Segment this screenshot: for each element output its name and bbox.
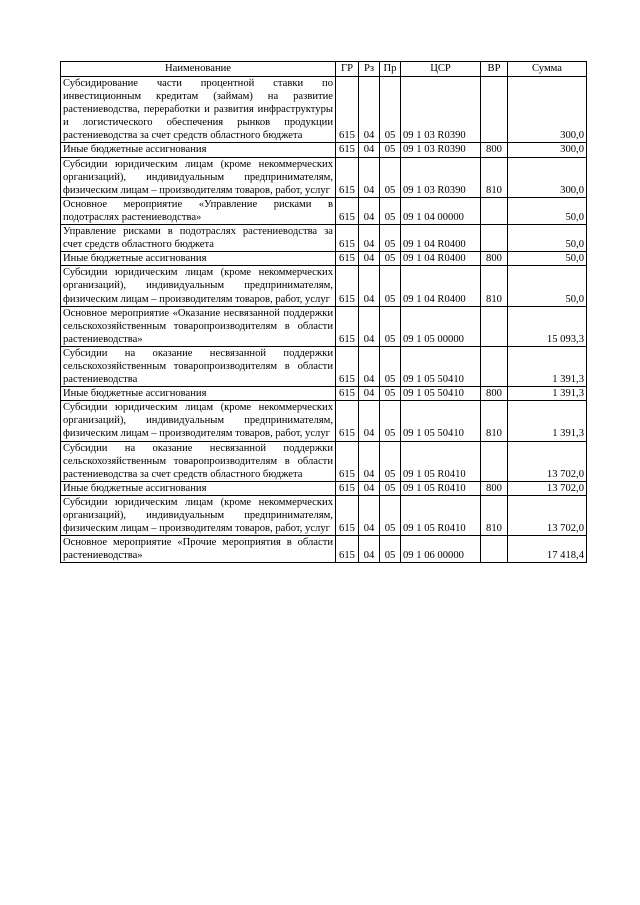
row-gr: 615 [336, 481, 359, 495]
row-pr: 05 [380, 252, 401, 266]
row-sum: 50,0 [508, 197, 587, 224]
header-sum: Сумма [508, 62, 587, 77]
row-csr: 09 1 05 00000 [401, 306, 481, 346]
row-sum: 17 418,4 [508, 536, 587, 563]
header-gr: ГР [336, 62, 359, 77]
table-row [61, 346, 587, 386]
table-row [61, 387, 587, 401]
row-name: Иные бюджетные ассигнования [61, 387, 336, 401]
row-vr [481, 77, 508, 143]
row-vr [481, 197, 508, 224]
row-gr: 615 [336, 441, 359, 481]
row-pr: 05 [380, 481, 401, 495]
row-sum: 50,0 [508, 266, 587, 306]
row-rz: 04 [359, 441, 380, 481]
row-name: Основное мероприятие «Прочие мероприятия в области растениеводства» [61, 536, 336, 563]
row-rz: 04 [359, 387, 380, 401]
row-gr: 615 [336, 252, 359, 266]
row-rz: 04 [359, 225, 380, 252]
budget-table [60, 61, 587, 563]
row-gr: 615 [336, 306, 359, 346]
row-vr: 810 [481, 157, 508, 197]
row-vr [481, 346, 508, 386]
row-vr: 800 [481, 481, 508, 495]
header-rz: Рз [359, 62, 380, 77]
row-name: Иные бюджетные ассигнования [61, 481, 336, 495]
row-rz: 04 [359, 157, 380, 197]
row-sum: 13 702,0 [508, 441, 587, 481]
row-name: Иные бюджетные ассигнования [61, 143, 336, 157]
row-vr [481, 306, 508, 346]
row-vr [481, 441, 508, 481]
row-sum: 13 702,0 [508, 495, 587, 535]
row-csr: 09 1 03 R0390 [401, 77, 481, 143]
row-vr: 800 [481, 252, 508, 266]
row-rz: 04 [359, 143, 380, 157]
row-rz: 04 [359, 346, 380, 386]
row-gr: 615 [336, 266, 359, 306]
row-gr: 615 [336, 346, 359, 386]
header-pr: Пр [380, 62, 401, 77]
row-name: Основное мероприятие «Оказание несвязанной поддержки сельскохозяйственным товаропроизводителям в области растениеводства» [61, 306, 336, 346]
row-pr: 05 [380, 401, 401, 441]
row-csr: 09 1 03 R0390 [401, 157, 481, 197]
table-row [61, 481, 587, 495]
row-name: Основное мероприятие «Управление рисками в подотраслях растениеводства» [61, 197, 336, 224]
row-pr: 05 [380, 346, 401, 386]
row-pr: 05 [380, 536, 401, 563]
row-sum: 300,0 [508, 77, 587, 143]
row-sum: 50,0 [508, 225, 587, 252]
row-vr: 800 [481, 143, 508, 157]
table-row [61, 77, 587, 143]
table-row [61, 252, 587, 266]
row-csr: 09 1 05 R0410 [401, 495, 481, 535]
row-vr: 810 [481, 266, 508, 306]
row-pr: 05 [380, 157, 401, 197]
row-pr: 05 [380, 306, 401, 346]
table-row [61, 536, 587, 563]
row-pr: 05 [380, 387, 401, 401]
row-pr: 05 [380, 197, 401, 224]
row-sum: 15 093,3 [508, 306, 587, 346]
row-pr: 05 [380, 143, 401, 157]
row-rz: 04 [359, 306, 380, 346]
row-name: Управление рисками в подотраслях растениеводства за счет средств областного бюджета [61, 225, 336, 252]
header-row [61, 62, 587, 77]
row-gr: 615 [336, 495, 359, 535]
row-vr: 810 [481, 401, 508, 441]
row-name: Субсидии на оказание несвязанной поддержки сельскохозяйственным товаропроизводителям в области растениеводства за счет средств областного бюджета [61, 441, 336, 481]
row-sum: 1 391,3 [508, 401, 587, 441]
row-vr: 810 [481, 495, 508, 535]
row-name: Субсидии юридическим лицам (кроме некоммерческих организаций), индивидуальным предпринимателям, физическим лицам – производителям товаров, работ, услуг [61, 495, 336, 535]
header-csr: ЦСР [401, 62, 481, 77]
table-row [61, 197, 587, 224]
table-row [61, 401, 587, 441]
row-pr: 05 [380, 495, 401, 535]
row-sum: 50,0 [508, 252, 587, 266]
row-csr: 09 1 05 50410 [401, 387, 481, 401]
row-sum: 300,0 [508, 143, 587, 157]
row-csr: 09 1 04 00000 [401, 197, 481, 224]
row-gr: 615 [336, 197, 359, 224]
table-row [61, 225, 587, 252]
row-csr: 09 1 04 R0400 [401, 266, 481, 306]
row-pr: 05 [380, 441, 401, 481]
row-name: Субсидии юридическим лицам (кроме некоммерческих организаций), индивидуальным предпринимателям, физическим лицам – производителям товаров, работ, услуг [61, 157, 336, 197]
row-csr: 09 1 04 R0400 [401, 252, 481, 266]
row-csr: 09 1 06 00000 [401, 536, 481, 563]
row-rz: 04 [359, 495, 380, 535]
row-gr: 615 [336, 387, 359, 401]
row-rz: 04 [359, 77, 380, 143]
table-row [61, 266, 587, 306]
row-rz: 04 [359, 266, 380, 306]
row-pr: 05 [380, 225, 401, 252]
table-row [61, 441, 587, 481]
row-sum: 1 391,3 [508, 346, 587, 386]
header-name: Наименование [61, 62, 336, 77]
row-rz: 04 [359, 481, 380, 495]
row-vr [481, 536, 508, 563]
row-vr: 800 [481, 387, 508, 401]
row-name: Субсидии юридическим лицам (кроме некоммерческих организаций), индивидуальным предпринимателям, физическим лицам – производителям товаров, работ, услуг [61, 401, 336, 441]
budget-page [60, 61, 586, 563]
row-name: Субсидирование части процентной ставки по инвестиционным кредитам (займам) на развитие растениеводства, переработки и развития инфраструктуры и логистического обеспечения рынков продукции растениеводства за счет средств областного бюджета [61, 77, 336, 143]
row-name: Иные бюджетные ассигнования [61, 252, 336, 266]
row-gr: 615 [336, 536, 359, 563]
row-rz: 04 [359, 401, 380, 441]
row-name: Субсидии на оказание несвязанной поддержки сельскохозяйственным товаропроизводителям в области растениеводства [61, 346, 336, 386]
row-csr: 09 1 05 R0410 [401, 481, 481, 495]
row-pr: 05 [380, 77, 401, 143]
row-csr: 09 1 03 R0390 [401, 143, 481, 157]
row-name: Субсидии юридическим лицам (кроме некоммерческих организаций), индивидуальным предпринимателям, физическим лицам – производителям товаров, работ, услуг [61, 266, 336, 306]
table-row [61, 306, 587, 346]
row-gr: 615 [336, 77, 359, 143]
row-vr [481, 225, 508, 252]
row-pr: 05 [380, 266, 401, 306]
row-sum: 1 391,3 [508, 387, 587, 401]
row-csr: 09 1 05 50410 [401, 346, 481, 386]
row-csr: 09 1 05 R0410 [401, 441, 481, 481]
row-gr: 615 [336, 157, 359, 197]
row-gr: 615 [336, 401, 359, 441]
row-gr: 615 [336, 225, 359, 252]
table-row [61, 143, 587, 157]
table-row [61, 157, 587, 197]
row-rz: 04 [359, 252, 380, 266]
row-sum: 13 702,0 [508, 481, 587, 495]
row-rz: 04 [359, 536, 380, 563]
row-csr: 09 1 05 50410 [401, 401, 481, 441]
row-sum: 300,0 [508, 157, 587, 197]
row-rz: 04 [359, 197, 380, 224]
row-csr: 09 1 04 R0400 [401, 225, 481, 252]
table-row [61, 495, 587, 535]
row-gr: 615 [336, 143, 359, 157]
header-vr: ВР [481, 62, 508, 77]
